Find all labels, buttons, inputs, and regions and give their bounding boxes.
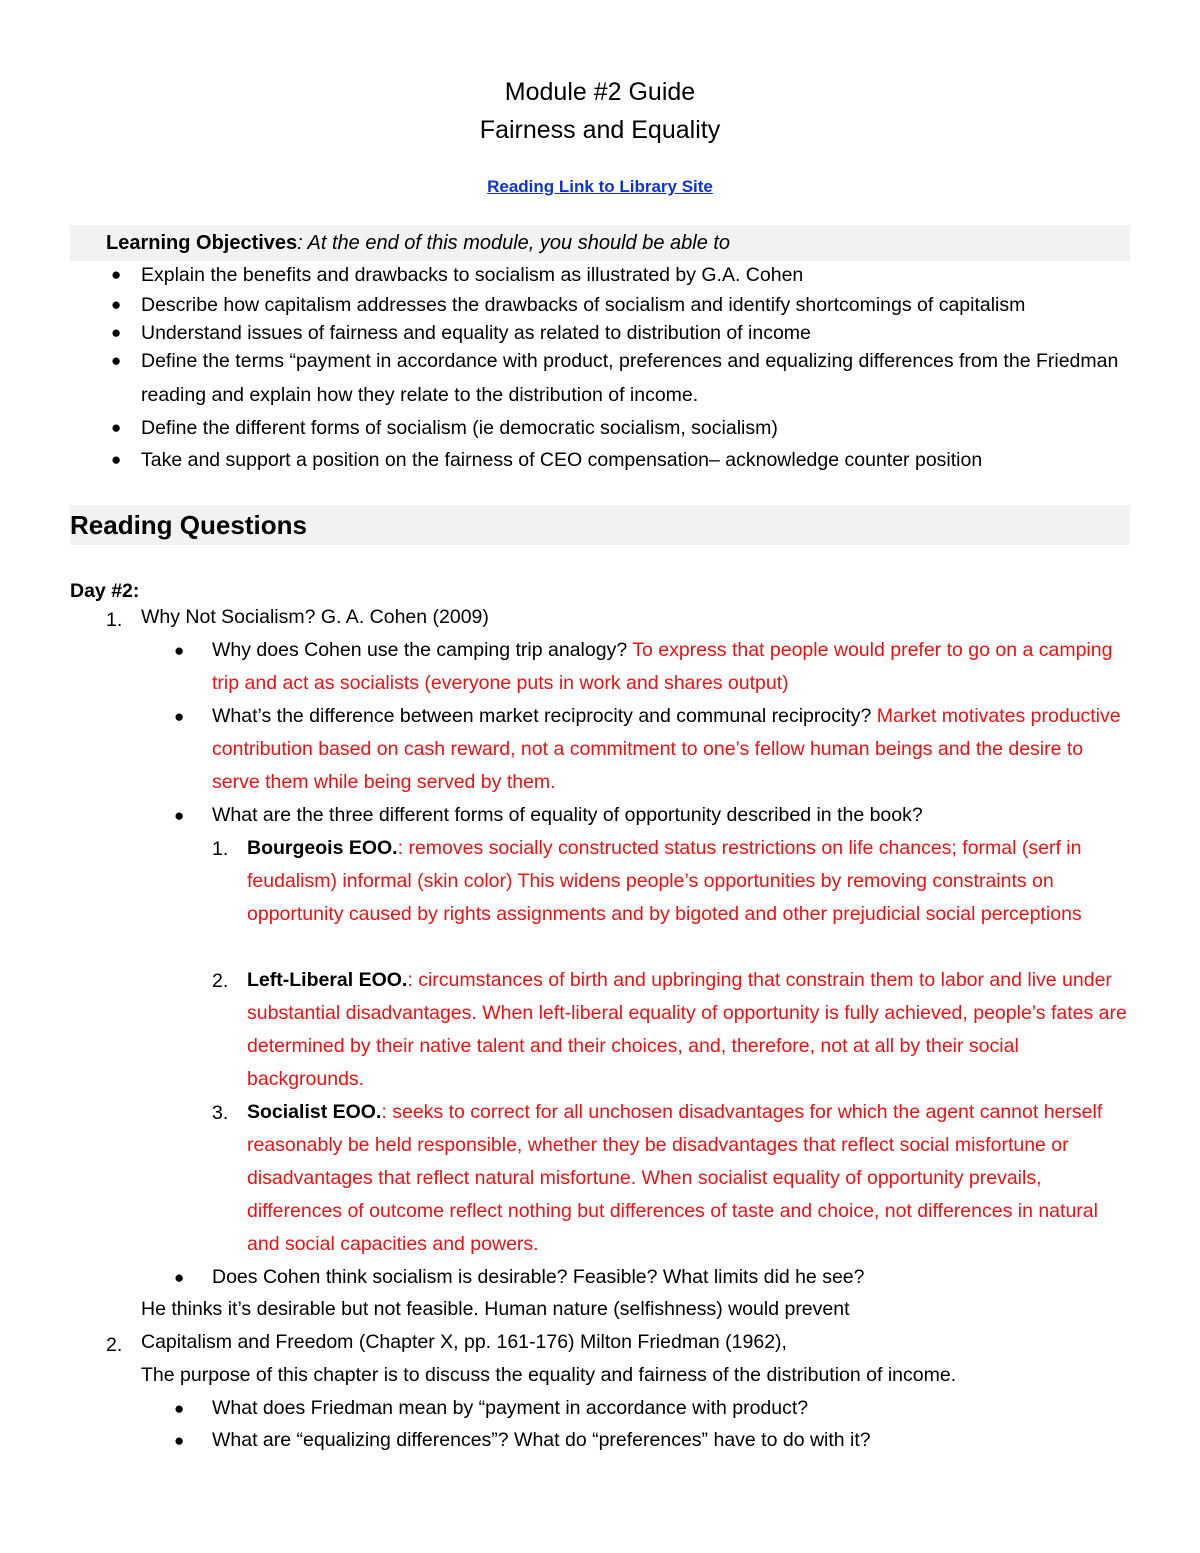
reading-questions-heading: Reading Questions <box>70 510 307 540</box>
answer-text-plain: He thinks it’s desirable but not feasible. Human nature (selfishness) would prevent <box>141 1298 850 1320</box>
chapter-purpose: The purpose of this chapter is to discuss the equality and fairness of the distribution of income. <box>141 1364 957 1386</box>
bullet-icon: ● <box>174 1431 185 1450</box>
document-subtitle: Fairness and Equality <box>479 116 721 144</box>
bullet-icon: ● <box>111 418 122 437</box>
answer-text: To express that people would prefer to go on a camping trip and act as socialists (everyone puts in work and shares output) <box>212 639 1113 694</box>
objective-item: ● Understand issues of fairness and equality as related to distribution of income <box>141 316 1131 350</box>
eoo-item: Socialist EOO.: seeks to correct for all unchosen disadvantages for which the agent cannot herself reasonably be held responsible, whether they be disadvantages that reflect social misfortune or disadvantages that reflect natural misfortune. When socialist equality of opportunity prevails, differences of outcome reflect nothing but differences of taste and choice, not differences in natural and social capacities and powers. <box>247 1101 1103 1255</box>
question-number: 1. <box>106 609 123 631</box>
bullet-icon: ● <box>111 450 122 469</box>
eoo-label: Bourgeois EOO. <box>247 837 398 859</box>
question-text: What does Friedman mean by “payment in accordance with product? <box>212 1397 809 1419</box>
question-text: What are the three different forms of equality of opportunity described in the book? <box>212 804 923 826</box>
question-item <box>174 1424 1132 1457</box>
eoo-number: 2. <box>212 970 229 992</box>
question-item <box>174 634 1132 700</box>
bullet-icon: ● <box>111 323 122 342</box>
question-item <box>174 1392 1132 1425</box>
bullet-icon: ● <box>111 265 122 284</box>
question-item <box>174 700 1132 799</box>
reading-title: Why Not Socialism? G. A. Cohen (2009) <box>141 606 489 628</box>
question-text: What are “equalizing differences”? What do “preferences” have to do with it? <box>212 1429 871 1451</box>
eoo-label: Socialist EOO. <box>247 1101 382 1123</box>
question-text: Does Cohen think socialism is desirable? Feasible? What limits did he see? <box>212 1266 865 1288</box>
bullet-icon: ● <box>174 806 185 825</box>
objective-item: ● Take and support a position on the fairness of CEO compensation– acknowledge counter position <box>141 443 1131 477</box>
question-item <box>174 799 1132 832</box>
question-number: 2. <box>106 1334 123 1356</box>
eoo-item: Left-Liberal EOO.: circumstances of birth and upbringing that constrain them to labor and live under substantial disadvantages. When left-liberal equality of opportunity is fully achieved, people’s fates are determined by their native talent and their choices, and, therefore, not at all by their social backgrounds. <box>247 969 1127 1090</box>
objective-item: ● Define the terms “payment in accordance with product, preferences and equalizing differences from the Friedman reading and explain how they relate to the distribution of income. <box>141 344 1131 412</box>
library-reading-link[interactable]: Reading Link to Library Site <box>487 177 713 196</box>
objective-item: ● Explain the benefits and drawbacks to socialism as illustrated by G.A. Cohen <box>141 258 1131 292</box>
objective-item: ● Describe how capitalism addresses the drawbacks of socialism and identify shortcomings of capitalism <box>141 288 1131 322</box>
eoo-item: Bourgeois EOO.: removes socially constructed status restrictions on life chances; formal (serf in feudalism) informal (skin color) This widens people’s opportunities by removing constraints on opportunity caused by rights assignments and by bigoted and other prejudicial social perceptions <box>247 837 1082 925</box>
eoo-label: Left-Liberal EOO. <box>247 969 408 991</box>
reading-title: Capitalism and Freedom (Chapter X, pp. 161-176) Milton Friedman (1962), <box>141 1331 787 1353</box>
eoo-number: 3. <box>212 1102 229 1124</box>
eoo-number: 1. <box>212 838 229 860</box>
objectives-intro: : At the end of this module, you should be able to <box>297 232 731 254</box>
objectives-heading <box>106 232 730 255</box>
question-text: What’s the difference between market reciprocity and communal reciprocity? <box>212 705 877 727</box>
answer-text: Market motivates productive contribution based on cash reward, not a commitment to one’s fellow human beings and the desire to serve them while being served by them. <box>212 705 1121 793</box>
eoo-answer: seeks to correct for all unchosen disadvantages for which the agent cannot herself reasonably be held responsible, whether they be disadvantages that reflect social misfortune or disadvantages that reflect natural misfortune. When socialist equality of opportunity prevails, differences of outcome reflect nothing but differences of taste and choice, not differences in natural and social capacities and powers. <box>247 1101 1103 1255</box>
bullet-icon: ● <box>111 295 122 314</box>
bullet-icon: ● <box>174 1268 185 1287</box>
eoo-answer: removes socially constructed status restrictions on life chances; formal (serf in feudalism) informal (skin color) This widens people’s opportunities by removing constraints on opportunity caused by rights assignments and by bigoted and other prejudicial social perceptions <box>247 837 1082 925</box>
bullet-icon: ● <box>174 641 185 660</box>
objectives-label: Learning Objectives <box>106 232 298 254</box>
bullet-icon: ● <box>174 1399 185 1418</box>
objective-item: ● Define the different forms of socialism (ie democratic socialism, socialism) <box>141 411 1131 445</box>
document-title: Module #2 Guide <box>504 78 696 106</box>
eoo-answer: circumstances of birth and upbringing that constrain them to labor and live under substantial disadvantages. When left-liberal equality of opportunity is fully achieved, people’s fates are determined by their native talent and their choices, and, therefore, not at all by their social backgrounds. <box>247 969 1127 1090</box>
day-label: Day #2: <box>70 580 140 602</box>
question-text: Why does Cohen use the camping trip analogy? <box>212 639 633 661</box>
bullet-icon: ● <box>174 707 185 726</box>
bullet-icon: ● <box>111 351 122 370</box>
question-item <box>174 1261 1132 1294</box>
